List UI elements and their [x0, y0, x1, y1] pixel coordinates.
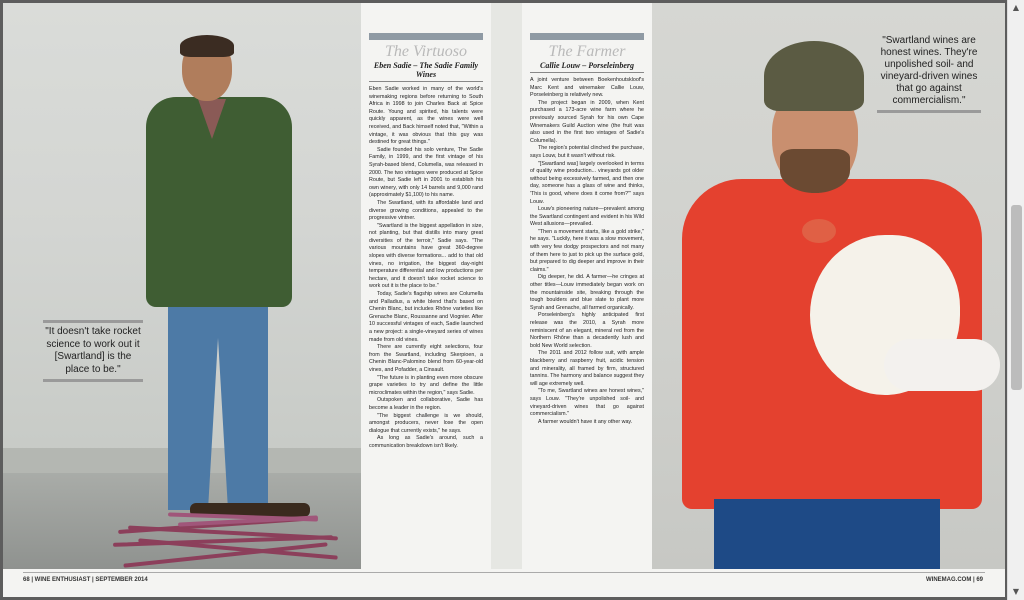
paragraph: As long as Sadie's around, such a communication breakdown isn't likely.: [369, 435, 483, 449]
quote-rule-top: [43, 320, 143, 323]
white-sleeve: [884, 339, 1000, 391]
section-bar: [530, 33, 644, 40]
magazine-spread: [3, 3, 1005, 597]
paragraph: A joint venture between Boekenhoutskloof's Marc Kent and winemaker Callie Louw, Porseleinberg is relatively new.: [530, 77, 644, 99]
beanie: [764, 41, 864, 111]
pull-quote-right: [877, 35, 981, 116]
folio-right: WINEMAG.COM | 69: [925, 577, 983, 583]
column-farmer: [522, 3, 652, 569]
article-body: [369, 86, 483, 451]
quote-rule-bottom: [877, 110, 981, 113]
paragraph: "Then a movement starts, like a gold strike," he says. "Luckily, here it was a slow movement, with very few dodgy prospectors and not many of them here to just to pick up the surface gold, but prepared to dig deeper and improve in their claims.": [530, 228, 644, 273]
paragraph: Porseleinberg's highly anticipated first release was the 2010, a Syrah more reminiscent of an elegant, mineral red from the Northern Rhône than a decadently lush and bold New World selection.: [530, 312, 644, 349]
byline: Eben Sadie – The Sadie Family Wines: [369, 61, 483, 82]
paragraph: The project began in 2009, when Kent purchased a 173-acre wine farm where he previously sourced Syrah for his own Cape Winemakers Guild Auction wine (the fruit was also used in the first two vintages of Sadie's Columella).: [530, 99, 644, 144]
person-eben-sadie: [128, 33, 308, 523]
section-title: The Farmer: [548, 43, 626, 60]
page-gutter: [491, 3, 522, 569]
scroll-thumb[interactable]: [1011, 205, 1022, 390]
vine-cuttings-bundle: [108, 503, 348, 569]
paragraph: "The biggest challenge is we should, amongst producers, never lose the open dialogue that currently exists," he says.: [369, 412, 483, 434]
chicken-head: [802, 219, 836, 243]
paragraph: Outspoken and collaborative, Sadie has become a leader in the region.: [369, 397, 483, 411]
page-footer: [3, 569, 1005, 597]
section-title: The Virtuoso: [385, 43, 467, 60]
paragraph: "The future is in planting even more obscure grape varieties to try and define the little microclimates within the region," says Sadie.: [369, 374, 483, 396]
paragraph: The 2011 and 2012 follow suit, with ample blackberry and raspberry fruit, acidic tension and minerality, all framed by firm, structured tannins. The harmony and balance suggest they will age extremely well.: [530, 350, 644, 387]
person-callie-louw: [672, 39, 992, 569]
paragraph: "[Swartland was] largely overlooked in terms of quality wine production... vineyards got older without being excessively farmed, and then one day, someone has a glass of wine and thinks, 'This is good, where does it come from?'" says Louw.: [530, 160, 644, 205]
paragraph: Louw's pioneering nature—prevalent among the Swartland contingent and evident in his Wild West allusions—prevailed.: [530, 206, 644, 228]
beard: [780, 149, 850, 193]
hair: [180, 35, 234, 57]
quote-rule-bottom: [43, 379, 143, 382]
footer-rule: [23, 572, 985, 573]
paragraph: "To me, Swartland wines are honest wines," says Louw. "They're unpolished soil- and vineyard-driven wines that go against commercialism.": [530, 388, 644, 418]
paragraph: Sadie founded his solo venture, The Sadie Family, in 1999, and the first vintage of his Syrah-based blend, Columella, was released in 2000. The two vintages were produced at Spice Route, but Sadie left in 2001 to establish his own winery, with only 14 barrels and 9,000 rand (approximately $1,100) to his name.: [369, 146, 483, 199]
paragraph: "Swartland is the biggest appellation in size, not planting, but that distills into many great diversities of the terroir," Sadie says. "The various mountains have great 360-degree slopes with diverse formations... add to that old vines, no irrigation, the biggest day-night temperature differential and low productions per hectare, and it doesn't take rocket science to work out it is the place to be.": [369, 222, 483, 290]
pull-quote-left-text: "It doesn't take rocket science to work out it [Swartland] is the place to be.": [45, 326, 141, 375]
paragraph: Dig deeper, he did. A farmer—he cringes at other titles—Louw immediately began work on the mountainside site, breaking through the tough boulders and blue slate to plant more Syrah and Grenache, all farmed organically.: [530, 274, 644, 311]
paragraph: The region's potential clinched the purchase, says Louw, but it wasn't without risk.: [530, 145, 644, 159]
photo-eben-sadie: [3, 3, 363, 569]
scroll-down-icon[interactable]: ▼: [1012, 587, 1020, 596]
section-bar: [369, 33, 483, 40]
pull-quote-right-text: "Swartland wines are honest wines. They're unpolished soil- and vineyard-driven wines that go against commercialism.": [880, 35, 978, 106]
paragraph: A farmer wouldn't have it any other way.: [538, 418, 633, 425]
jeans: [168, 295, 268, 510]
byline: Callie Louw – Porseleinberg: [530, 61, 644, 73]
pull-quote-left: [43, 317, 143, 385]
paragraph: There are currently eight selections, four from the Swartland, including Skerpioen, a Chenin Blanc-Palomino blend from 60-year-old vines, and Pofadder, a Cinsault.: [369, 344, 483, 373]
vertical-scrollbar[interactable]: [1007, 0, 1024, 600]
article-body: [530, 77, 644, 426]
paragraph: Eben Sadie worked in many of the world's winemaking regions before returning to South Africa in 1998 to join Charles Back at Spice Route. Young and spirited, his talents were quickly apparent, as the wines were well received, and Back himself noted that, "Within a vintage, it was obvious that this guy was destined for great things.": [369, 86, 483, 146]
paragraph: Today, Sadie's flagship wines are Columella and Palladius, a white blend that's based on Chenin Blanc, but includes Rhône varieties like Grenache Blanc, Roussanne and Viognier. After 10 successful vintages of each, Sadie launched a new project: a single-vineyard series of wines made from old vines.: [369, 291, 483, 343]
jeans: [714, 499, 940, 569]
column-virtuoso: [361, 3, 491, 569]
paragraph: The Swartland, with its affordable land and diverse growing conditions, appealed to the progressive vintner.: [369, 199, 483, 222]
scroll-up-icon[interactable]: ▲: [1012, 3, 1020, 12]
folio-left: 68 | WINE ENTHUSIAST | SEPTEMBER 2014: [23, 577, 148, 583]
green-jacket: [146, 97, 292, 307]
